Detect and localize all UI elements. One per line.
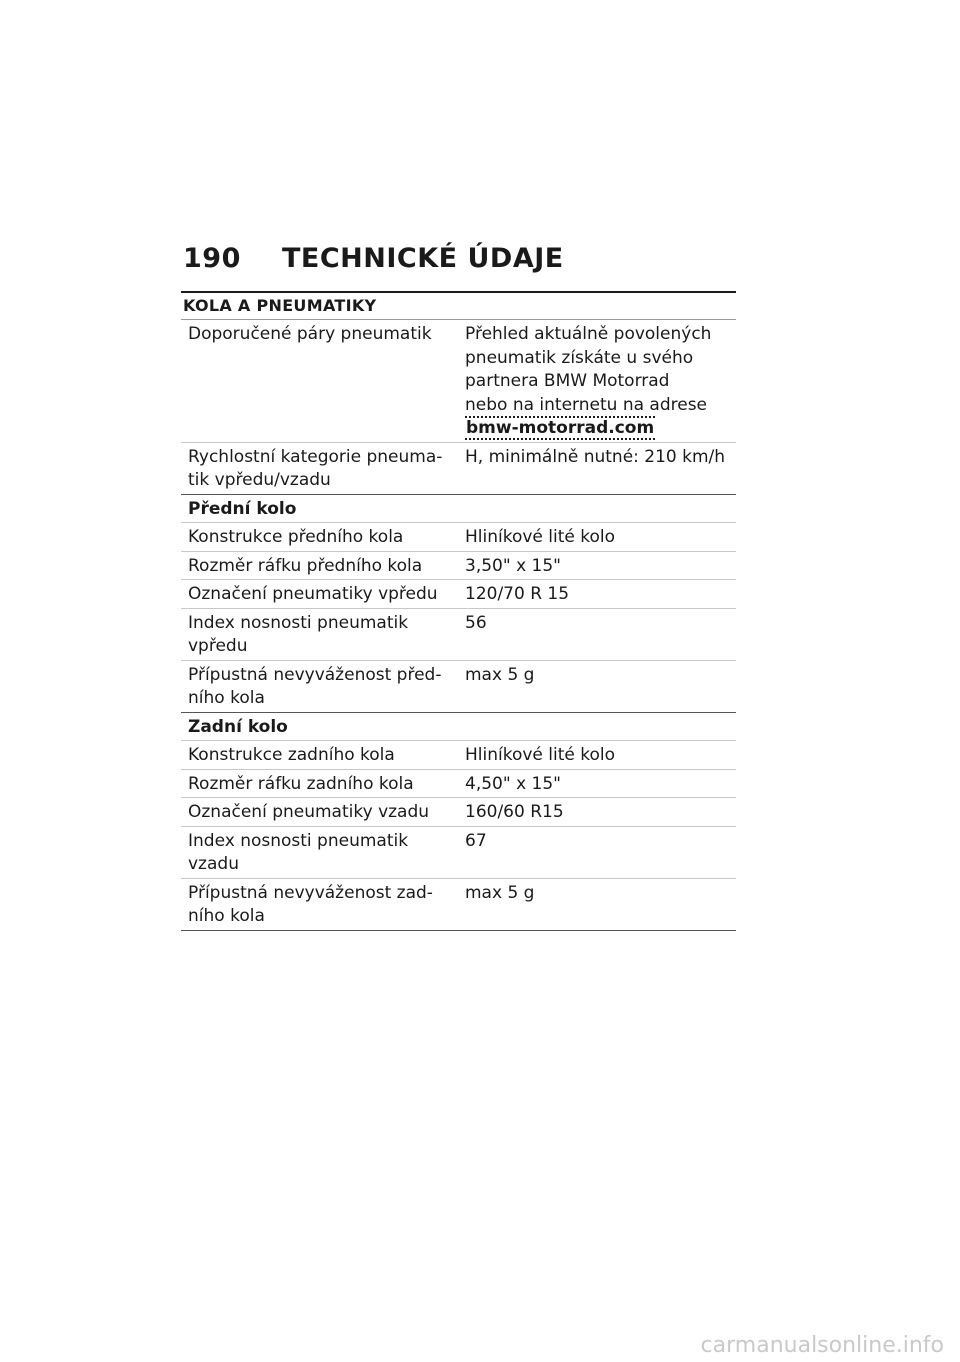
label-line: ního kola <box>188 906 265 926</box>
table-row <box>181 523 736 552</box>
table-row <box>181 661 736 713</box>
row-value: Hliníkové lité kolo <box>465 527 616 547</box>
table-row <box>181 827 736 879</box>
row-label: Konstrukce zadního kola <box>188 745 395 765</box>
row-label: Označení pneumatiky vpředu <box>188 584 438 604</box>
spec-table <box>181 319 736 931</box>
row-label: Rozměr ráfku předního kola <box>188 555 423 576</box>
label-line: vzadu <box>188 854 239 874</box>
row-label <box>181 882 458 929</box>
row-label: Rozměr ráfku zadního kola <box>188 773 414 794</box>
row-label: Doporučené páry pneumatik <box>188 324 432 344</box>
label-line: Přípustná nevyváženost před- <box>188 664 442 685</box>
rear-wheel-heading: Zadní kolo <box>188 716 288 737</box>
row-value: 56 <box>465 612 487 633</box>
value-line: pneumatik získáte u svého <box>465 347 694 368</box>
row-value <box>458 323 736 441</box>
front-wheel-heading-row <box>181 495 736 524</box>
rear-wheel-heading-row <box>181 713 736 742</box>
row-label <box>181 446 458 493</box>
label-line: Přípustná nevyváženost zad- <box>188 882 433 903</box>
value-line: Přehled aktuálně povolených <box>465 324 712 344</box>
label-line: ního kola <box>188 688 265 708</box>
row-value: Hliníkové lité kolo <box>465 745 616 765</box>
page-number: 190 <box>183 243 241 274</box>
row-value: max 5 g <box>465 664 535 685</box>
row-value: 4,50" x 15" <box>465 773 561 794</box>
row-label: Označení pneumatiky vzadu <box>188 802 430 822</box>
label-line: Index nosnosti pneumatik <box>188 830 409 851</box>
row-value: max 5 g <box>465 882 535 903</box>
row-label <box>181 664 458 711</box>
table-row <box>181 580 736 609</box>
section-divider <box>181 291 736 293</box>
table-row <box>181 443 736 495</box>
row-value: 67 <box>465 830 487 851</box>
value-line: nebo na internetu na adrese <box>465 394 708 415</box>
row-value: 120/70 R 15 <box>465 584 570 604</box>
chapter-title: TECHNICKÉ ÚDAJE <box>282 243 564 274</box>
section-title: KOLA A PNEUMATIKY <box>183 296 377 315</box>
page-header <box>183 243 743 283</box>
row-value: 3,50" x 15" <box>465 555 561 576</box>
label-line: Rychlostní kategorie pneuma- <box>188 446 443 467</box>
front-wheel-heading: Přední kolo <box>188 498 297 519</box>
watermark: carmanualsonline.info <box>700 1333 944 1358</box>
table-row <box>181 879 736 931</box>
table-row <box>181 552 736 581</box>
table-row <box>181 609 736 661</box>
table-row <box>181 320 736 443</box>
row-label <box>181 612 458 659</box>
table-row <box>181 798 736 827</box>
website-link[interactable]: bmw-motorrad.com <box>466 418 655 438</box>
row-label: Konstrukce předního kola <box>188 527 404 547</box>
label-line: tik vpředu/vzadu <box>188 470 331 490</box>
value-line: partnera BMW Motorrad <box>465 371 670 391</box>
table-row <box>181 741 736 770</box>
label-line: vpředu <box>188 636 248 656</box>
row-label <box>181 830 458 877</box>
table-row <box>181 770 736 799</box>
row-value: 160/60 R15 <box>465 802 564 822</box>
label-line: Index nosnosti pneumatik <box>188 612 409 633</box>
row-value: H, minimálně nutné: 210 km/h <box>465 446 726 467</box>
